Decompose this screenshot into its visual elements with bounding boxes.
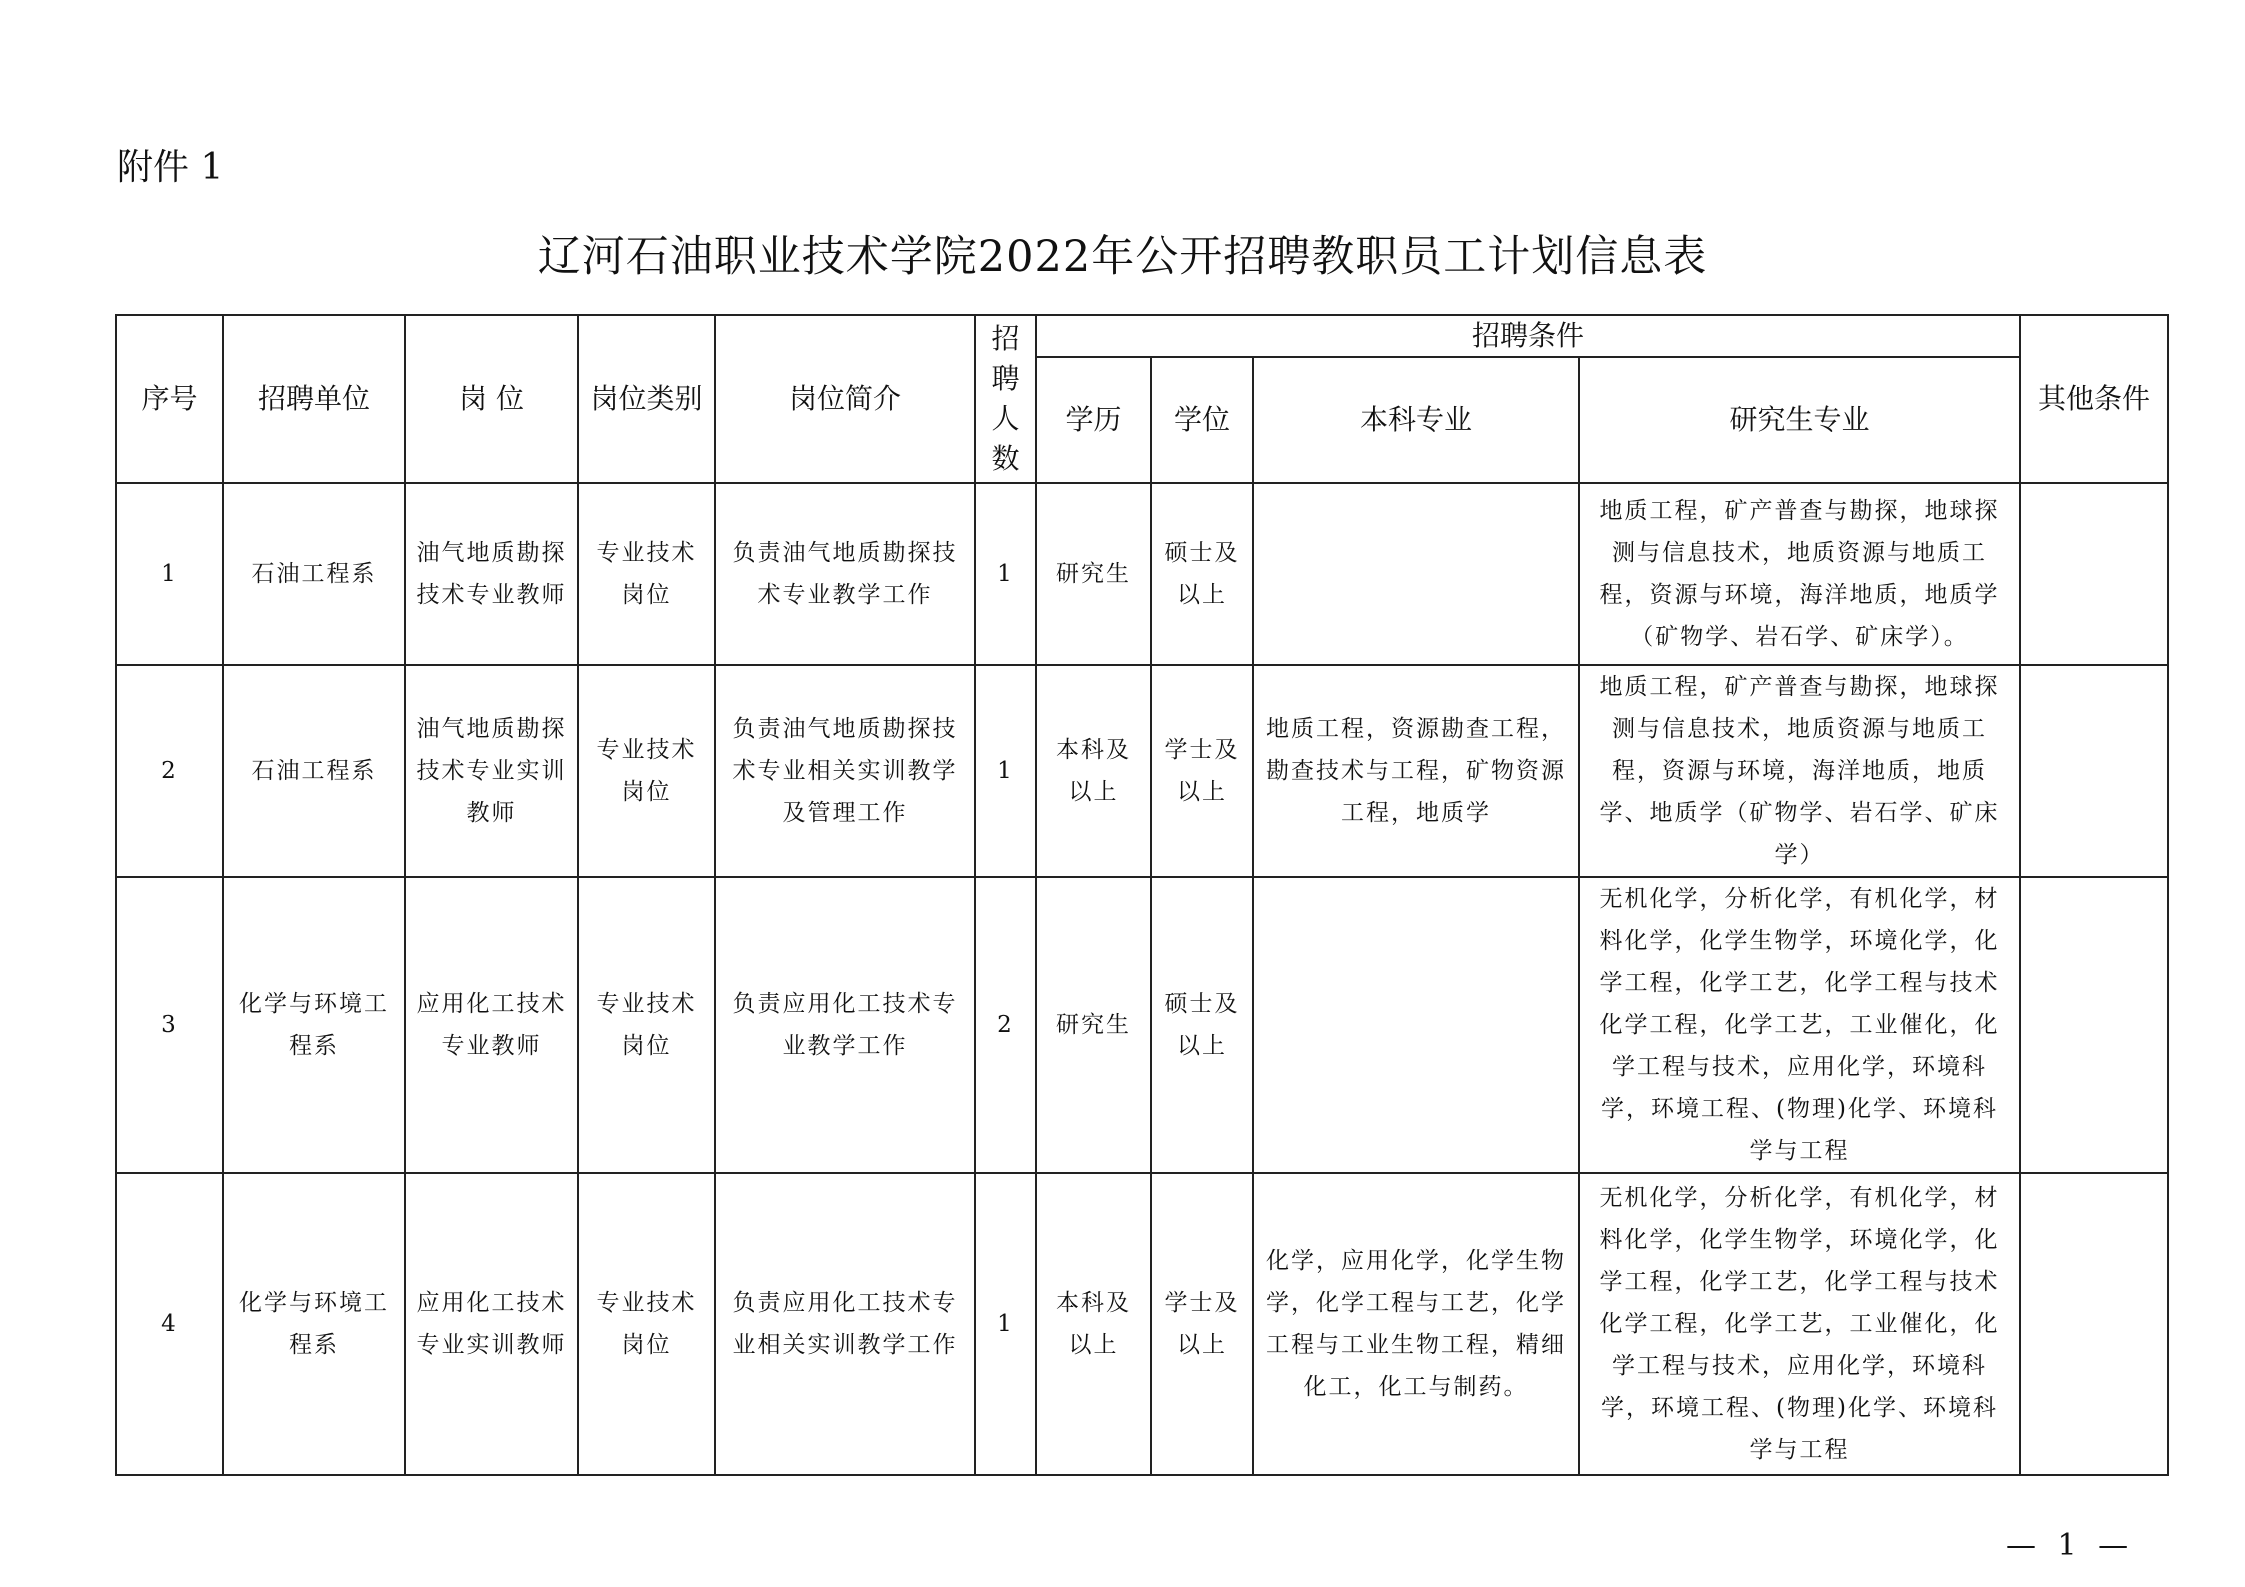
cell-intro: 负责应用化工技术专业教学工作 (715, 877, 975, 1173)
cell-unit: 石油工程系 (223, 665, 405, 877)
cell-position: 油气地质勘探技术专业实训教师 (405, 665, 578, 877)
header-count (975, 315, 1036, 483)
header-intro: 岗位简介 (715, 315, 975, 483)
attachment-label: 附件 1 (117, 147, 224, 188)
document-title: 辽河石油职业技术学院2022年公开招聘教职员工计划信息表 (537, 232, 1708, 282)
header-count-label: 招聘人数 (991, 322, 1020, 475)
table-row (116, 483, 2168, 665)
cell-degree: 学士及以上 (1151, 1173, 1253, 1475)
cell-position: 油气地质勘探技术专业教师 (405, 483, 578, 665)
cell-intro: 负责油气地质勘探技术专业相关实训教学及管理工作 (715, 665, 975, 877)
cell-category: 专业技术岗位 (578, 665, 715, 877)
recruitment-plan-table (115, 314, 2169, 1476)
header-grad-major: 研究生专业 (1579, 357, 2020, 483)
cell-education: 研究生 (1036, 877, 1151, 1173)
table-row (116, 665, 2168, 877)
table-row (116, 877, 2168, 1173)
header-seq: 序号 (116, 315, 223, 483)
cell-undergrad-major (1253, 877, 1579, 1173)
cell-degree: 学士及以上 (1151, 665, 1253, 877)
cell-seq: 1 (116, 483, 223, 665)
cell-grad-major: 地质工程，矿产普查与勘探，地球探测与信息技术，地质资源与地质工程，资源与环境，海洋地质，地质学（矿物学、岩石学、矿床学）。 (1579, 483, 2020, 665)
header-position: 岗 位 (405, 315, 578, 483)
cell-seq: 2 (116, 665, 223, 877)
cell-seq: 4 (116, 1173, 223, 1475)
cell-other (2020, 483, 2168, 665)
cell-category: 专业技术岗位 (578, 1173, 715, 1475)
header-other: 其他条件 (2020, 315, 2168, 483)
cell-education: 本科及以上 (1036, 1173, 1151, 1475)
cell-undergrad-major (1253, 483, 1579, 665)
cell-grad-major: 无机化学，分析化学，有机化学，材料化学，化学生物学，环境化学，化学工程，化学工艺，化学工程与技术化学工程，化学工艺，工业催化，化学工程与技术，应用化学，环境科学，环境工程、(物理)化学、环境科学与工程 (1579, 1173, 2020, 1475)
cell-count: 1 (975, 1173, 1036, 1475)
cell-education: 本科及以上 (1036, 665, 1151, 877)
header-category: 岗位类别 (578, 315, 715, 483)
header-unit: 招聘单位 (223, 315, 405, 483)
header-undergrad-major: 本科专业 (1253, 357, 1579, 483)
cell-category: 专业技术岗位 (578, 877, 715, 1173)
cell-intro: 负责应用化工技术专业相关实训教学工作 (715, 1173, 975, 1475)
cell-degree: 硕士及以上 (1151, 877, 1253, 1173)
cell-intro: 负责油气地质勘探技术专业教学工作 (715, 483, 975, 665)
header-conditions: 招聘条件 (1036, 315, 2020, 357)
cell-undergrad-major: 地质工程，资源勘查工程，勘查技术与工程，矿物资源工程，地质学 (1253, 665, 1579, 877)
cell-undergrad-major: 化学，应用化学，化学生物学，化学工程与工艺，化学工程与工业生物工程，精细化工，化工与制药。 (1253, 1173, 1579, 1475)
cell-grad-major: 地质工程，矿产普查与勘探，地球探测与信息技术，地质资源与地质工程，资源与环境，海洋地质，地质学、地质学（矿物学、岩石学、矿床学） (1579, 665, 2020, 877)
cell-other (2020, 1173, 2168, 1475)
header-degree: 学位 (1151, 357, 1253, 483)
header-education: 学历 (1036, 357, 1151, 483)
cell-unit: 化学与环境工程系 (223, 1173, 405, 1475)
cell-other (2020, 665, 2168, 877)
cell-unit: 石油工程系 (223, 483, 405, 665)
cell-education: 研究生 (1036, 483, 1151, 665)
cell-count: 1 (975, 665, 1036, 877)
page-number: — 1 — (2006, 1528, 2135, 1563)
table-row (116, 1173, 2168, 1475)
cell-seq: 3 (116, 877, 223, 1173)
cell-degree: 硕士及以上 (1151, 483, 1253, 665)
cell-other (2020, 877, 2168, 1173)
cell-grad-major: 无机化学，分析化学，有机化学，材料化学，化学生物学，环境化学，化学工程，化学工艺，化学工程与技术化学工程，化学工艺，工业催化，化学工程与技术，应用化学，环境科学，环境工程、(物理)化学、环境科学与工程 (1579, 877, 2020, 1173)
cell-unit: 化学与环境工程系 (223, 877, 405, 1173)
cell-count: 1 (975, 483, 1036, 665)
cell-position: 应用化工技术专业实训教师 (405, 1173, 578, 1475)
cell-position: 应用化工技术专业教师 (405, 877, 578, 1173)
cell-category: 专业技术岗位 (578, 483, 715, 665)
cell-count: 2 (975, 877, 1036, 1173)
